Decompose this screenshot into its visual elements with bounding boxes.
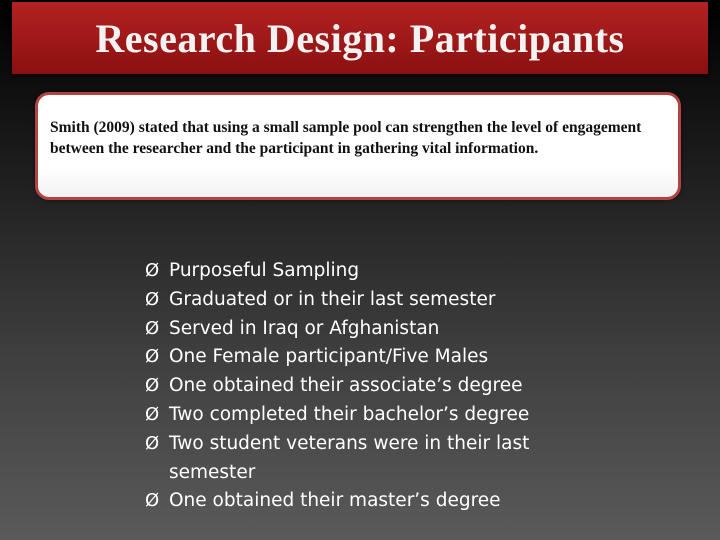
arrow-bullet-icon: Ø [145, 490, 160, 512]
bullet-item [145, 487, 585, 516]
bullet-item [145, 257, 585, 286]
arrow-bullet-icon: Ø [145, 288, 160, 310]
arrow-bullet-icon: Ø [145, 346, 160, 368]
bullet-item [145, 430, 585, 488]
bullet-text: One obtained their master’s degree [169, 490, 501, 512]
bullet-text: Graduated or in their last semester [169, 288, 496, 310]
bullet-text: Purposeful Sampling [169, 260, 360, 281]
bullet-text: Two completed their bachelor’s degree [169, 403, 530, 425]
bullet-item [145, 286, 585, 315]
bullet-item [145, 372, 585, 401]
arrow-bullet-icon: Ø [145, 432, 160, 454]
bullet-text: Two student veterans were in their last semester [169, 432, 530, 483]
bullet-item [145, 343, 585, 372]
bullet-text: Served in Iraq or Afghanistan [169, 317, 440, 339]
bullet-text: One Female participant/Five Males [169, 346, 489, 368]
bullet-list [145, 257, 585, 516]
quote-text: Smith (2009) stated that using a small sample pool can strengthen the level of engagement between the researcher and the participant in gathering vital information. [50, 119, 642, 157]
quote-box [35, 92, 681, 200]
slide-title-bar [12, 2, 708, 74]
slide-title: Research Design: Participants [95, 15, 625, 61]
bullet-item [145, 315, 585, 344]
bullet-item [145, 401, 585, 430]
arrow-bullet-icon: Ø [145, 317, 160, 339]
bullet-text: One obtained their associate’s degree [169, 375, 523, 397]
arrow-bullet-icon: Ø [145, 403, 160, 425]
arrow-bullet-icon: Ø [145, 260, 160, 281]
arrow-bullet-icon: Ø [145, 375, 160, 397]
